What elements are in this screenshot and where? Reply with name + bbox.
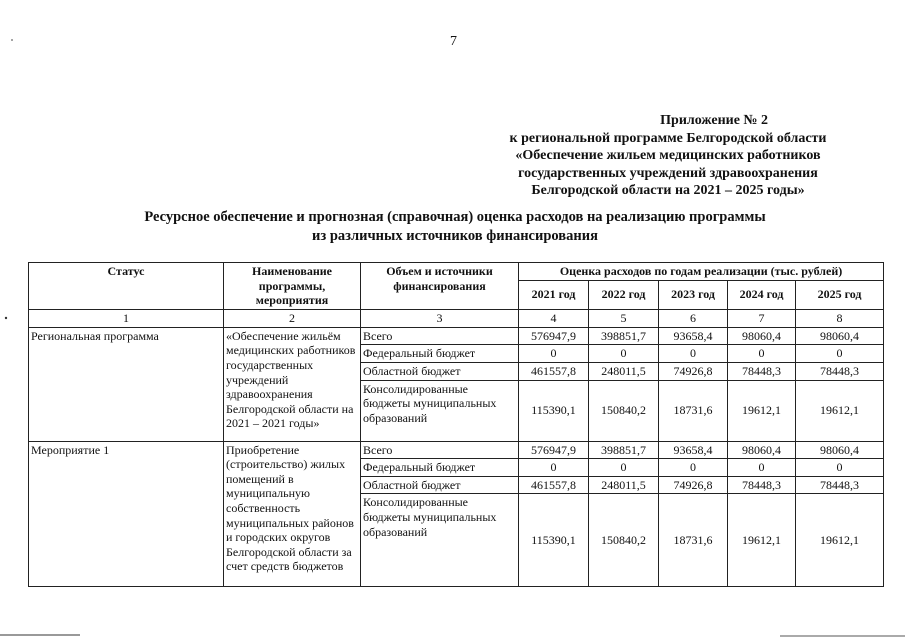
value-cell: 93658,4: [659, 327, 728, 345]
appendix-line: Белгородской области на 2021 – 2025 годы»: [531, 183, 805, 198]
source-cell: Всего: [361, 327, 519, 345]
column-number: 6: [659, 309, 728, 327]
header-year: 2025 год: [796, 280, 884, 309]
program-name-cell: Приобретение (строительство) жилых помещений в муниципальную собственность муниципальных районов и городских округов Белгородской области за счет средств бюджетов: [224, 441, 361, 587]
appendix-line: Приложение № 2: [660, 113, 768, 128]
value-cell: 0: [519, 345, 589, 363]
value-cell: 18731,6: [659, 380, 728, 441]
value-cell: 461557,8: [519, 362, 589, 380]
value-cell: 98060,4: [728, 441, 796, 459]
value-cell: 0: [659, 459, 728, 477]
value-cell: 398851,7: [589, 327, 659, 345]
value-cell: 0: [519, 459, 589, 477]
header-status: Статус: [29, 263, 224, 310]
column-number: 7: [728, 309, 796, 327]
value-cell: 93658,4: [659, 441, 728, 459]
table-row: [29, 441, 884, 459]
value-cell: 115390,1: [519, 380, 589, 441]
program-name-cell: «Обеспечение жильём медицинских работников государственных учреждений здравоохранения Белгородской области на 2021 – 2021 годы»: [224, 327, 361, 441]
column-number: 8: [796, 309, 884, 327]
title-line-2: из различных источников финансирования: [312, 228, 598, 244]
value-cell: 78448,3: [796, 362, 884, 380]
value-cell: 150840,2: [589, 380, 659, 441]
value-cell: 98060,4: [796, 327, 884, 345]
value-cell: 461557,8: [519, 476, 589, 494]
value-cell: 248011,5: [589, 362, 659, 380]
budget-table: [28, 262, 884, 587]
appendix-line: государственных учреждений здравоохранения: [518, 165, 818, 181]
appendix-line: к региональной программе Белгородской области: [509, 130, 827, 146]
value-cell: 78448,3: [796, 476, 884, 494]
source-cell: Областной бюджет: [361, 476, 519, 494]
value-cell: 398851,7: [589, 441, 659, 459]
column-number: 5: [589, 309, 659, 327]
column-number: 4: [519, 309, 589, 327]
value-cell: 78448,3: [728, 362, 796, 380]
value-cell: 19612,1: [796, 494, 884, 587]
source-cell: Консолидированные бюджеты муниципальных образований: [361, 380, 519, 441]
source-cell: Федеральный бюджет: [361, 459, 519, 477]
value-cell: 0: [728, 459, 796, 477]
value-cell: 78448,3: [728, 476, 796, 494]
header-year: 2022 год: [589, 280, 659, 309]
column-number: 3: [361, 309, 519, 327]
value-cell: 115390,1: [519, 494, 589, 587]
column-number: 2: [224, 309, 361, 327]
value-cell: 0: [796, 345, 884, 363]
value-cell: 18731,6: [659, 494, 728, 587]
header-year: 2024 год: [728, 280, 796, 309]
header-name: Наименование программы, мероприятия: [224, 263, 361, 310]
source-cell: Областной бюджет: [361, 362, 519, 380]
value-cell: 19612,1: [796, 380, 884, 441]
value-cell: 98060,4: [796, 441, 884, 459]
source-cell: Федеральный бюджет: [361, 345, 519, 363]
title-line-1: Ресурсное обеспечение и прогнозная (справочная) оценка расходов на реализацию программы: [144, 209, 766, 225]
value-cell: 19612,1: [728, 494, 796, 587]
value-cell: 576947,9: [519, 441, 589, 459]
table-row: [29, 327, 884, 345]
value-cell: 0: [589, 459, 659, 477]
value-cell: 19612,1: [728, 380, 796, 441]
header-year: 2023 год: [659, 280, 728, 309]
value-cell: 0: [659, 345, 728, 363]
value-cell: 74926,8: [659, 476, 728, 494]
value-cell: 74926,8: [659, 362, 728, 380]
column-number-row: [29, 309, 884, 327]
page-number: 7: [450, 34, 457, 49]
source-cell: Консолидированные бюджеты муниципальных образований: [361, 494, 519, 587]
status-cell: Региональная программа: [29, 327, 224, 441]
value-cell: 0: [728, 345, 796, 363]
header-year: 2021 год: [519, 280, 589, 309]
value-cell: 576947,9: [519, 327, 589, 345]
value-cell: 150840,2: [589, 494, 659, 587]
value-cell: 98060,4: [728, 327, 796, 345]
header-sources: Объем и источники финансирования: [361, 263, 519, 310]
value-cell: 0: [796, 459, 884, 477]
column-number: 1: [29, 309, 224, 327]
source-cell: Всего: [361, 441, 519, 459]
value-cell: 0: [589, 345, 659, 363]
header-estimate: Оценка расходов по годам реализации (тыс. рублей): [519, 263, 884, 281]
appendix-header: [458, 112, 878, 200]
appendix-line: «Обеспечение жильем медицинских работников: [515, 148, 821, 163]
document-title: [110, 208, 800, 246]
status-cell: Мероприятие 1: [29, 441, 224, 587]
value-cell: 248011,5: [589, 476, 659, 494]
header-row: [29, 263, 884, 281]
